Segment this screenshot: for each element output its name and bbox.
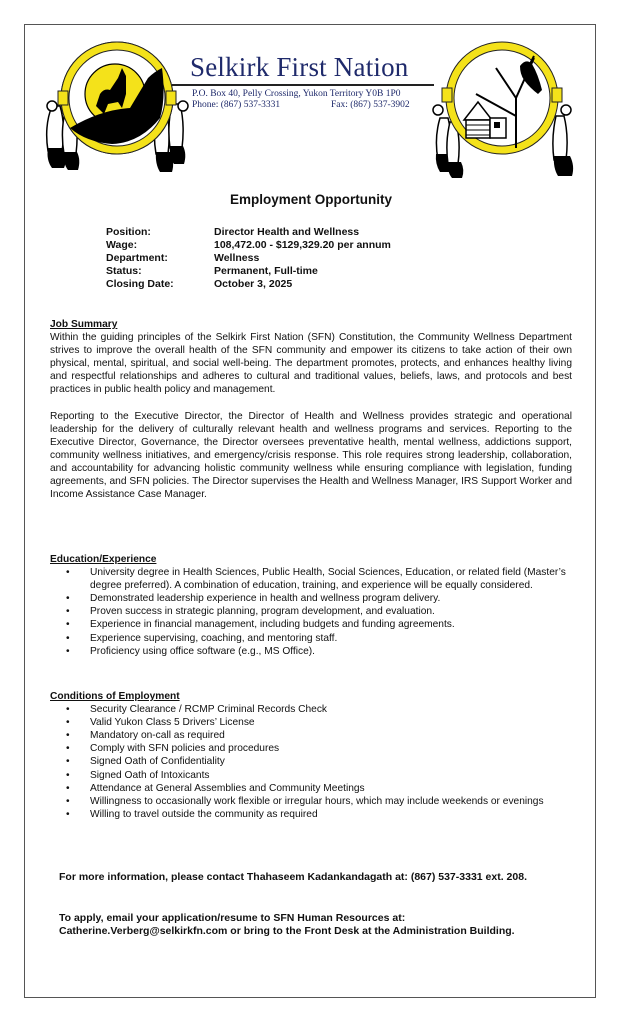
detail-value: 108,472.00 - $129,329.20 per annum	[214, 239, 391, 251]
detail-row-position	[106, 226, 391, 239]
list-item: • Willingness to occasionally work flexible or irregular hours, which may include weekends or evenings	[50, 795, 572, 808]
list-item: • Experience in financial management, including budgets and funding agreements.	[50, 618, 572, 631]
detail-value: Wellness	[214, 252, 260, 264]
org-phone: Phone: (867) 537-3331	[192, 100, 281, 110]
list-item: • Security Clearance / RCMP Criminal Records Check	[50, 703, 572, 716]
detail-label: Status:	[106, 265, 142, 277]
detail-row-wage	[106, 239, 391, 252]
detail-label: Wage:	[106, 239, 138, 251]
job-summary-heading: Job Summary	[50, 319, 118, 330]
feather-icon	[553, 116, 573, 176]
apply-line-2	[59, 925, 579, 938]
list-item: • Signed Oath of Intoxicants	[50, 769, 572, 782]
education-list	[50, 566, 572, 658]
list-item: • Comply with SFN policies and procedures	[50, 742, 572, 755]
apply-line: To apply, email your application/resume to SFN Human Resources at:	[59, 912, 406, 924]
education-section	[50, 553, 572, 658]
detail-label: Position:	[106, 226, 151, 238]
letterhead-divider	[172, 84, 434, 86]
apply-instructions	[59, 912, 579, 938]
apply-line-rest: or bring to the Front Desk at the Administration Building.	[227, 925, 515, 938]
apply-email-link[interactable]: Catherine.Verberg@selkirkfn.com	[59, 925, 228, 938]
detail-row-status	[106, 265, 391, 278]
org-fax: Fax: (867) 537-3902	[331, 100, 410, 110]
detail-row-closing-date	[106, 278, 391, 291]
conditions-section	[50, 690, 572, 821]
list-item: • Mandatory on-call as required	[50, 729, 572, 742]
detail-value: October 3, 2025	[214, 278, 293, 290]
list-item: • Valid Yukon Class 5 Drivers’ License	[50, 716, 572, 729]
education-heading: Education/Experience	[50, 554, 157, 565]
conditions-heading: Conditions of Employment	[50, 691, 180, 702]
list-item: • University degree in Health Sciences, Public Health, Social Sciences, Education, or related field (Master’s degree preferred). A combination of education, training, and experience will be equally considered.	[50, 566, 572, 592]
detail-label: Department:	[106, 252, 168, 264]
list-item: • Proficiency using office software (e.g., MS Office).	[50, 645, 572, 658]
detail-row-department	[106, 252, 391, 265]
job-summary-paragraph: Reporting to the Executive Director, the Director of Health and Wellness provides strategic and operational leadership for the delivery of culturally relevant health and wellness programs and services. Reporting to the Executive Director, Governance, the Director oversees preventative health, mental wellness, addictions support, community wellness initiatives, and emergency/crisis response. This role requires strong leadership, collaboration, and accountability for advancing holistic community wellness while ensuring compliance with legislation, funding agreements, and SFN policies. The Director supervises the Health and Wellness Manager, IRS Support Worker and Income Assistance Case Manager.	[50, 410, 572, 501]
org-name: Selkirk First Nation	[190, 52, 409, 82]
raven-cabin-logo	[420, 36, 585, 186]
list-item: • Experience supervising, coaching, and mentoring staff.	[50, 632, 572, 645]
list-item: • Proven success in strategic planning, program development, and evaluation.	[50, 605, 572, 618]
list-item: • Willing to travel outside the community as required	[50, 808, 572, 821]
job-summary-paragraph: Within the guiding principles of the Selkirk First Nation (SFN) Constitution, the Community Wellness Department strives to improve the overall health of the SFN community and empower its citizens to take action of their own physical, mental, spiritual, and social well-being. The department promotes, protects, and enhances healthy living and respectful relationships and adheres to cultural and traditional values, beliefs, laws, and protocols and best practices in public health policy and management.	[50, 332, 572, 396]
wolf-howling-moon-logo	[40, 36, 195, 186]
list-item: • Attendance at General Assemblies and Community Meetings	[50, 782, 572, 795]
contact-info: For more information, please contact Thahaseem Kadankandagath at: (867) 537-3331 ext. 208.	[59, 871, 527, 883]
list-item: • Demonstrated leadership experience in health and wellness program delivery.	[50, 592, 572, 605]
job-details	[106, 226, 391, 291]
page-title: Employment Opportunity	[230, 192, 392, 207]
detail-value: Director Health and Wellness	[214, 226, 360, 238]
list-item: • Signed Oath of Confidentiality	[50, 755, 572, 768]
job-summary-section	[50, 318, 572, 501]
conditions-list	[50, 703, 572, 821]
org-address: P.O. Box 40, Pelly Crossing, Yukon Territory Y0B 1P0	[192, 89, 401, 99]
detail-label: Closing Date:	[106, 278, 174, 290]
detail-value: Permanent, Full-time	[214, 265, 318, 277]
